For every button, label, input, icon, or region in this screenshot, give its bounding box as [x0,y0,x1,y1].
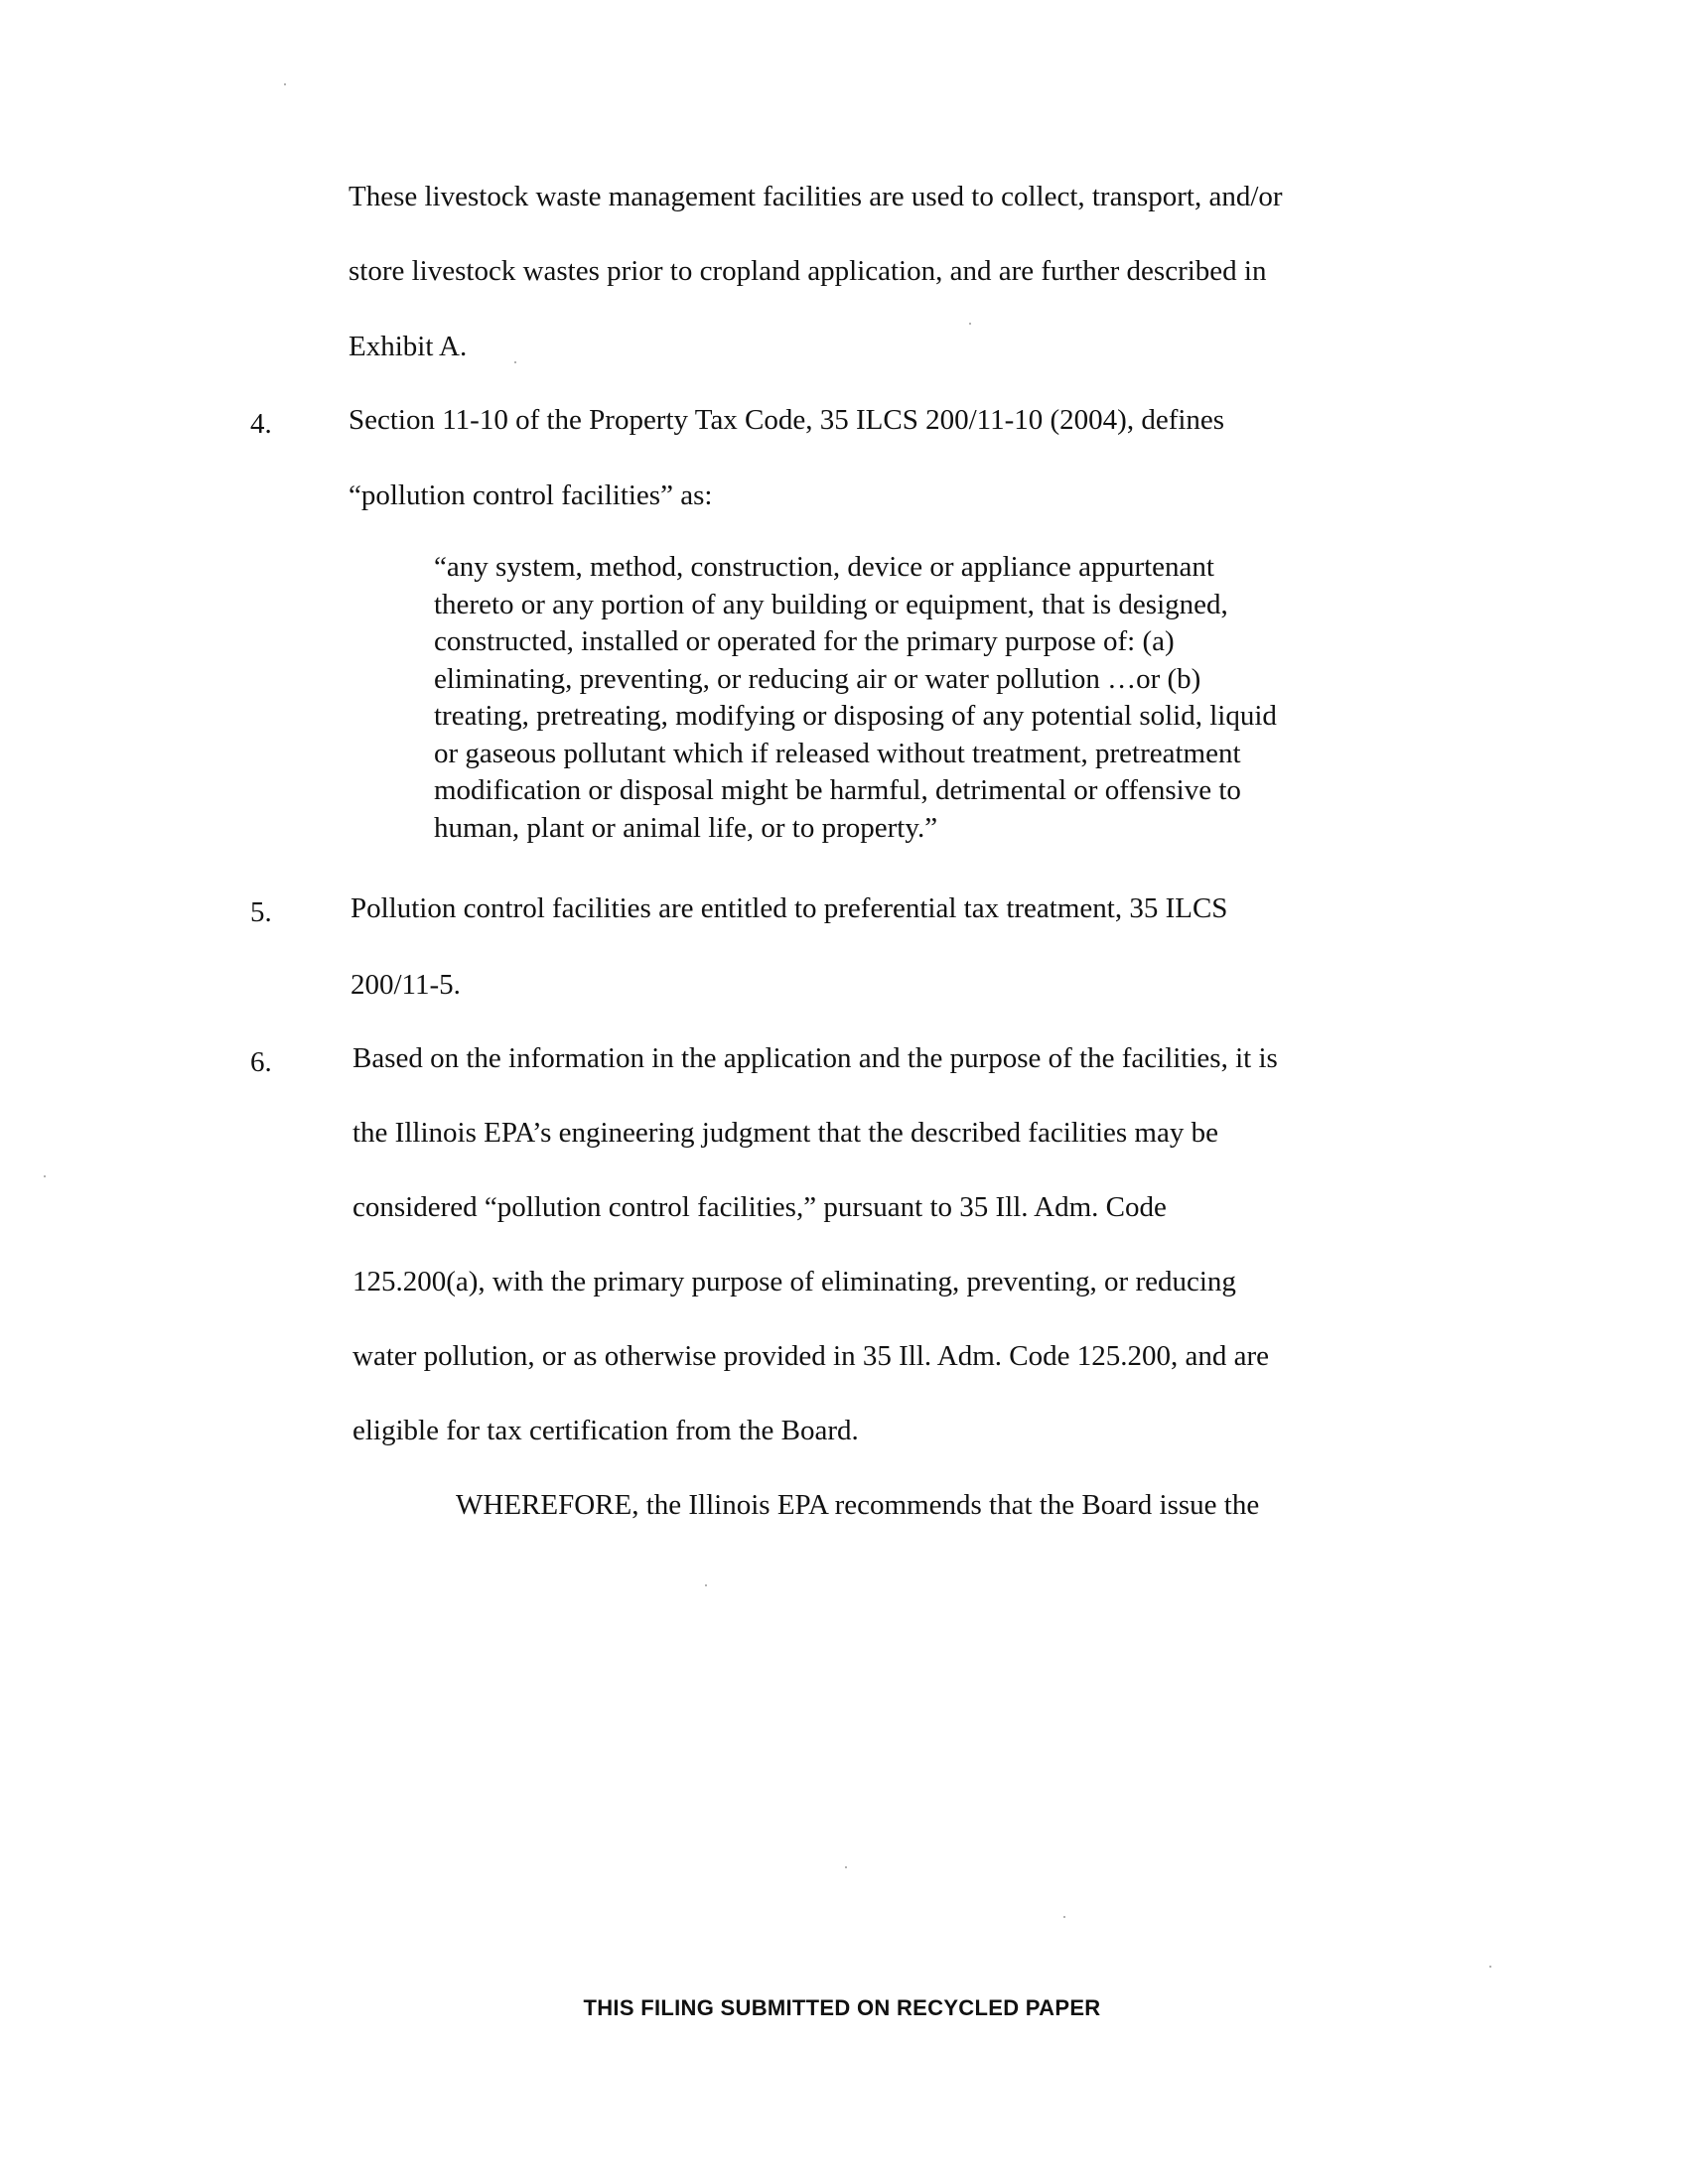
quote-line-8: human, plant or animal life, or to property.” [434,811,938,844]
paragraph-5-line-1: Pollution control facilities are entitled to preferential tax treatment, 35 ILCS [351,892,1228,924]
paragraph-5-number: 5. [250,896,272,928]
paragraph-6-line-4: 125.200(a), with the primary purpose of eliminating, preventing, or reducing [352,1266,1236,1297]
paragraph-5-line-2: 200/11-5. [351,969,461,1001]
scan-speck [705,1584,707,1586]
paragraph-6-line-2: the Illinois EPA’s engineering judgment that the described facilities may be [352,1117,1218,1149]
scan-speck [44,1175,46,1177]
paragraph-6-line-6: eligible for tax certification from the Board. [352,1415,859,1446]
quote-line-4: eliminating, preventing, or reducing air or water pollution …or (b) [434,662,1201,695]
scan-speck [284,83,286,85]
quote-line-5: treating, pretreating, modifying or disposing of any potential solid, liquid [434,700,1277,732]
scan-speck [514,361,516,363]
quote-line-7: modification or disposal might be harmful, detrimental or offensive to [434,774,1241,806]
paragraph-6-line-3: considered “pollution control facilities,” pursuant to 35 Ill. Adm. Code [352,1191,1167,1223]
paragraph-6-number: 6. [250,1046,272,1078]
paragraph-4-number: 4. [250,408,272,440]
recycled-paper-footer: THIS FILING SUBMITTED ON RECYCLED PAPER [583,1995,1101,2020]
quote-line-1: “any system, method, construction, device or appliance appurtenant [434,551,1214,583]
paragraph-6-line-5: water pollution, or as otherwise provided in 35 Ill. Adm. Code 125.200, and are [352,1340,1269,1372]
quote-line-2: thereto or any portion of any building or equipment, that is designed, [434,588,1228,620]
quote-line-3: constructed, installed or operated for the primary purpose of: (a) [434,625,1175,657]
scan-speck [1489,1966,1491,1968]
continuation-line-3: Exhibit A. [349,331,468,362]
quote-line-6: or gaseous pollutant which if released without treatment, pretreatment [434,737,1241,769]
paragraph-4-line-1: Section 11-10 of the Property Tax Code, 35 ILCS 200/11-10 (2004), defines [349,404,1225,436]
continuation-line-2: store livestock wastes prior to cropland application, and are further described in [349,255,1267,287]
wherefore-line: WHEREFORE, the Illinois EPA recommends that the Board issue the [456,1489,1260,1521]
block-quote [434,549,1447,847]
continuation-line-1: These livestock waste management facilities are used to collect, transport, and/or [349,181,1283,212]
paragraph-6-line-1: Based on the information in the application and the purpose of the facilities, it is [352,1042,1278,1074]
scan-speck [969,323,971,325]
paragraph-4-line-2: “pollution control facilities” as: [349,479,713,511]
scan-speck [1063,1916,1065,1918]
scan-speck [845,1866,847,1868]
